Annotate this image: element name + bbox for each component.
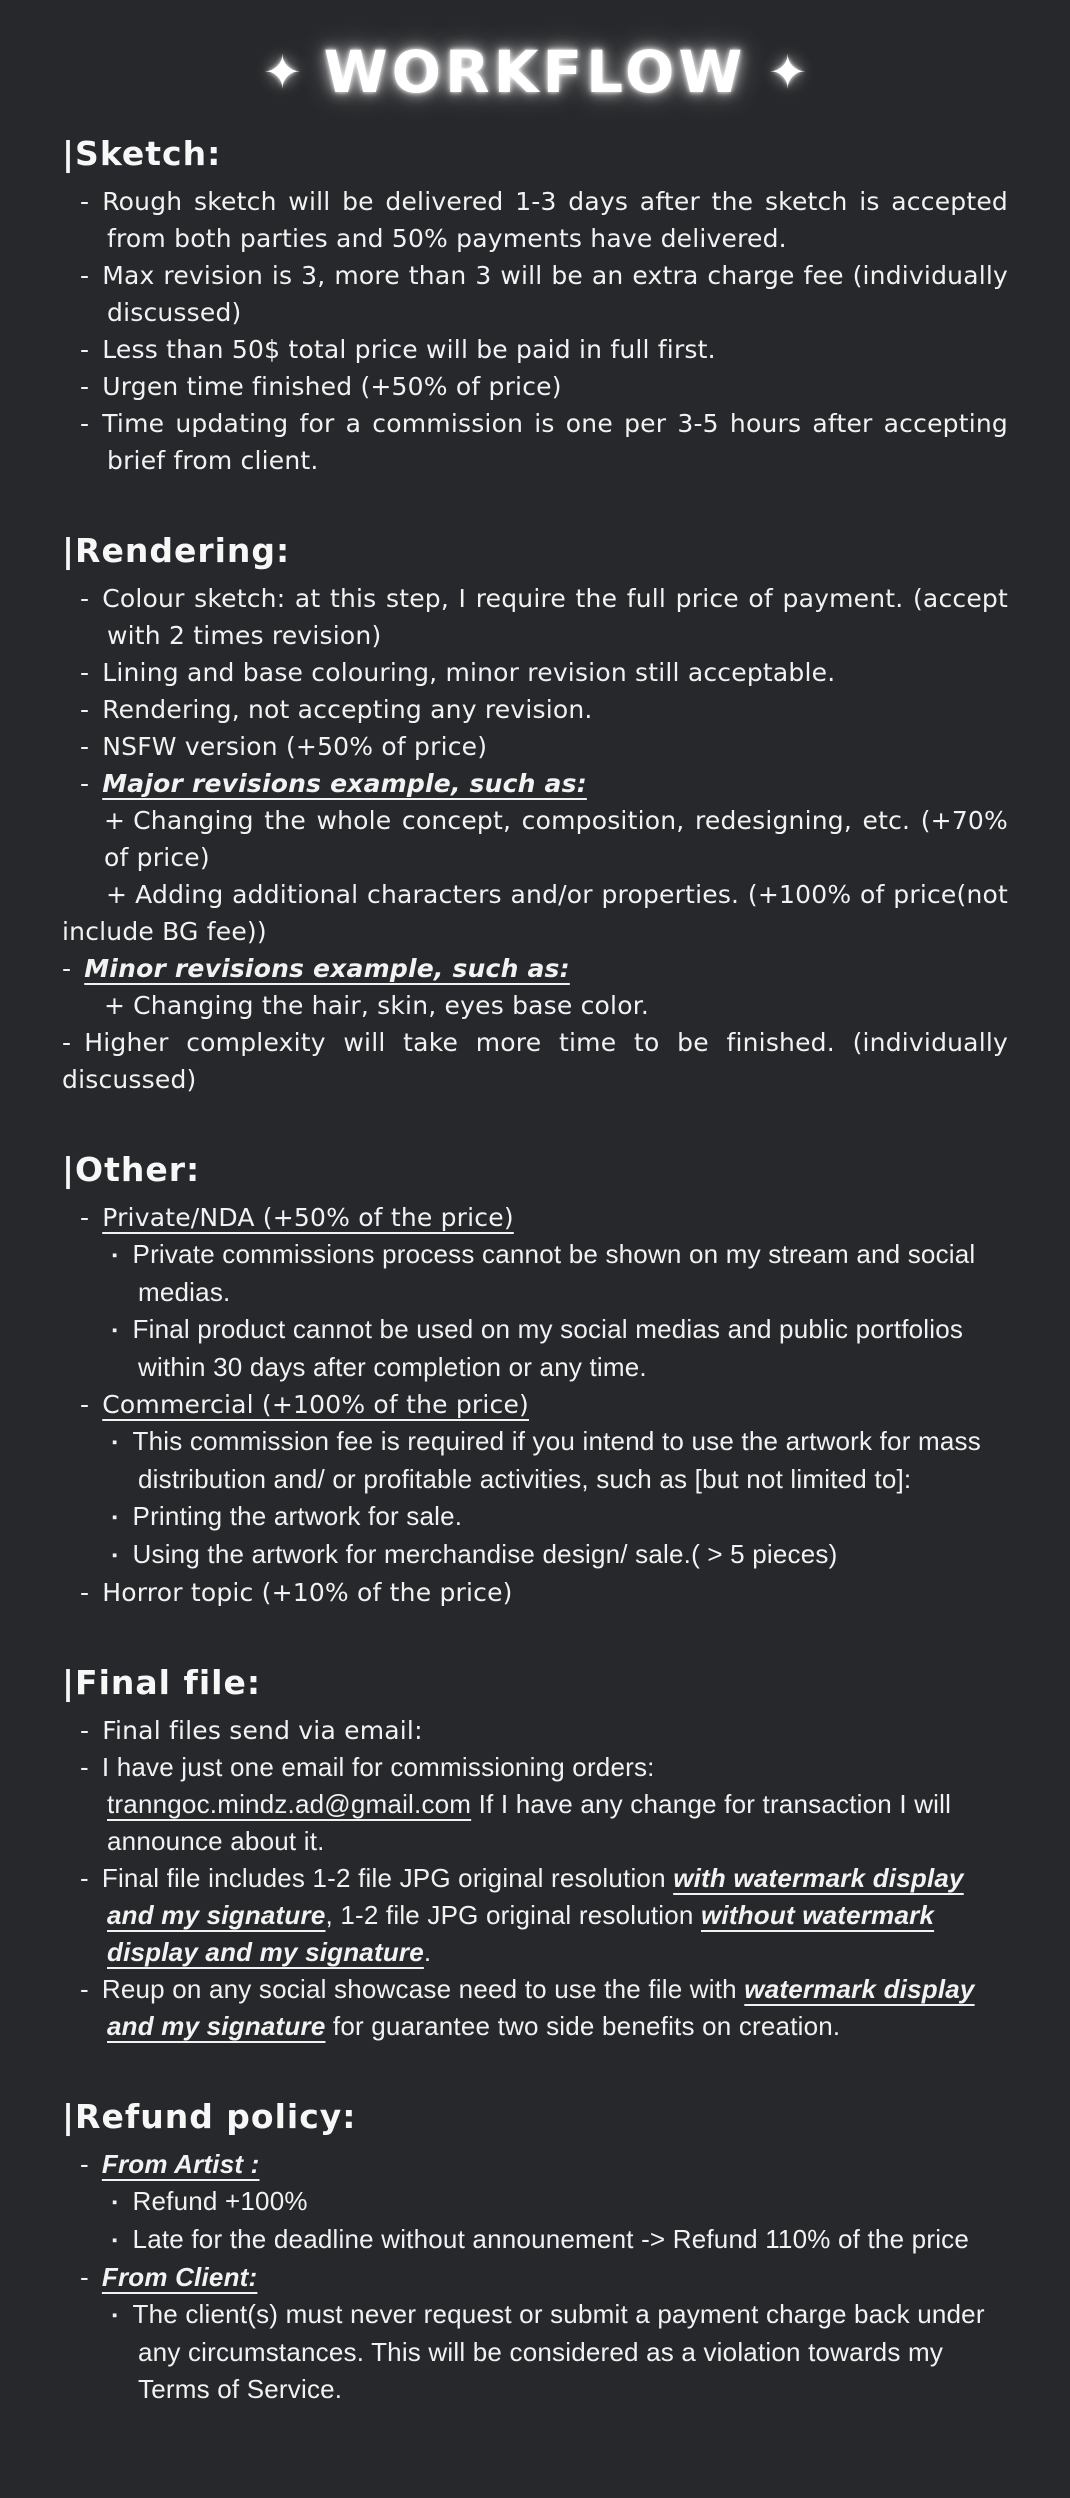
list-item xyxy=(62,331,1008,368)
sparkle-icon: ✦ xyxy=(263,45,302,99)
section-rendering xyxy=(62,531,1008,1098)
bullet-marker: - xyxy=(80,1390,90,1419)
text-segment: Rough sketch will be delivered 1-3 days after the sketch is accepted from both parties and 50% payments have delivered. xyxy=(102,187,1008,253)
text-segment: Refund +100% xyxy=(132,2186,308,2216)
section-heading: |Other: xyxy=(62,1150,201,1189)
page-title-text: WORKFLOW xyxy=(323,38,747,106)
text-segment: Reup on any social showcase need to use the file with xyxy=(101,1974,745,2004)
text-segment: Less than 50$ total price will be paid in full first. xyxy=(102,335,716,364)
bullet-marker: - xyxy=(80,409,90,438)
list-item xyxy=(62,876,1008,950)
text-segment: . xyxy=(423,1937,432,1967)
list-item xyxy=(62,691,1008,728)
list-item xyxy=(62,1423,1008,1498)
list-item xyxy=(62,1860,1008,1971)
text-segment: watermark display and my signature xyxy=(107,1974,975,2041)
text-segment: Final product cannot be used on my social medias and public portfolios within 30 days after completion or any time. xyxy=(132,1314,964,1382)
bullet-marker: - xyxy=(80,1578,90,1607)
bullet-marker: + xyxy=(106,880,128,909)
section-heading: |Final file: xyxy=(62,1663,262,1702)
section-other xyxy=(62,1150,1008,1611)
text-segment: I have just one email for commissioning orders: xyxy=(101,1752,655,1782)
list-item xyxy=(62,950,1008,987)
bullet-marker: + xyxy=(104,991,126,1020)
list-item xyxy=(62,1971,1008,2045)
list-item xyxy=(62,802,1008,876)
bullet-marker: - xyxy=(80,2262,89,2292)
bullet-marker: ▪ xyxy=(112,1509,118,1526)
section-final-file xyxy=(62,1663,1008,2045)
bullet-marker: ▪ xyxy=(112,2307,118,2324)
bullet-marker: - xyxy=(80,187,90,216)
list-item xyxy=(62,765,1008,802)
list-item xyxy=(62,1749,1008,1860)
bullet-marker: - xyxy=(80,1203,90,1232)
text-segment: Changing the hair, skin, eyes base color. xyxy=(133,991,650,1020)
document-body xyxy=(62,134,1008,2408)
text-segment: with watermark display and my signature xyxy=(107,1863,964,1930)
bullet-marker: - xyxy=(80,658,90,687)
text-segment: Horror topic (+10% of the price) xyxy=(102,1578,513,1607)
bullet-marker: - xyxy=(62,1028,72,1057)
bullet-marker: - xyxy=(80,1863,89,1893)
text-segment: Changing the whole concept, composition, redesigning, etc. (+70% of price) xyxy=(104,806,1008,872)
text-segment: The client(s) must never request or submit a payment charge back under any circumstances. This will be considered as a violation towards my Terms of Service. xyxy=(132,2299,985,2404)
text-segment: Minor revisions example, such as: xyxy=(84,954,570,983)
list-item xyxy=(62,1498,1008,1536)
text-segment: Final file includes 1-2 file JPG original resolution xyxy=(101,1863,674,1893)
list-item xyxy=(62,405,1008,479)
bullet-marker: - xyxy=(80,261,90,290)
bullet-marker: ▪ xyxy=(112,2232,118,2249)
bullet-marker: - xyxy=(80,769,90,798)
list-item xyxy=(62,1574,1008,1611)
text-segment: From Artist : xyxy=(101,2149,260,2179)
bullet-marker: - xyxy=(80,335,90,364)
bullet-marker: - xyxy=(80,1974,89,2004)
list-item xyxy=(62,2146,1008,2183)
bullet-marker: ▪ xyxy=(112,1547,118,1564)
section-heading: |Sketch: xyxy=(62,134,222,173)
section-heading: |Rendering: xyxy=(62,531,291,570)
bullet-marker: - xyxy=(80,584,90,613)
text-segment: Urgen time finished (+50% of price) xyxy=(102,372,562,401)
section-heading: |Refund policy: xyxy=(62,2097,357,2136)
text-segment: Adding additional characters and/or properties. (+100% of price(not include BG fee)) xyxy=(62,880,1008,946)
list-item xyxy=(62,728,1008,765)
list-item xyxy=(62,654,1008,691)
bullet-marker: - xyxy=(80,1752,89,1782)
text-segment: This commission fee is required if you intend to use the artwork for mass distribution and/ or profitable activities, such as [but not limited to]: xyxy=(132,1426,981,1494)
list-item xyxy=(62,2221,1008,2259)
list-item xyxy=(62,2259,1008,2296)
text-segment: Private/NDA (+50% of the price) xyxy=(102,1203,514,1232)
list-item xyxy=(62,257,1008,331)
list-item xyxy=(62,1024,1008,1098)
text-segment: Private commissions process cannot be shown on my stream and social medias. xyxy=(132,1239,976,1307)
bullet-marker: + xyxy=(104,806,126,835)
bullet-marker: ▪ xyxy=(112,2194,118,2211)
bullet-marker: ▪ xyxy=(112,1247,118,1264)
list-item xyxy=(62,1199,1008,1236)
text-segment: without watermark display and my signature xyxy=(107,1900,935,1967)
page-title xyxy=(62,38,1008,106)
text-segment: Rendering, not accepting any revision. xyxy=(102,695,593,724)
bullet-marker: ▪ xyxy=(112,1322,118,1339)
text-segment: Using the artwork for merchandise design/ sale.( > 5 pieces) xyxy=(132,1539,838,1569)
text-segment: Higher complexity will take more time to be finished. (individually discussed) xyxy=(62,1028,1008,1094)
sparkle-icon: ✦ xyxy=(768,45,807,99)
list-item xyxy=(62,1386,1008,1423)
bullet-marker: - xyxy=(62,954,72,983)
list-item xyxy=(62,1536,1008,1574)
bullet-marker: - xyxy=(80,2149,89,2179)
list-item xyxy=(62,2296,1008,2408)
text-segment: Commercial (+100% of the price) xyxy=(102,1390,530,1419)
text-segment: If I have any change for transaction I will announce about it. xyxy=(107,1789,952,1856)
text-segment: NSFW version (+50% of price) xyxy=(102,732,488,761)
list-item xyxy=(62,183,1008,257)
list-item xyxy=(62,2183,1008,2221)
text-segment: , 1-2 file JPG original resolution xyxy=(325,1900,701,1930)
text-segment: Max revision is 3, more than 3 will be an extra charge fee (individually discussed) xyxy=(102,261,1008,327)
text-segment: From Client: xyxy=(101,2262,258,2292)
text-segment: Printing the artwork for sale. xyxy=(132,1501,463,1531)
list-item xyxy=(62,987,1008,1024)
bullet-marker: - xyxy=(80,372,90,401)
text-segment: Major revisions example, such as: xyxy=(102,769,587,798)
text-segment: Lining and base colouring, minor revision still acceptable. xyxy=(102,658,836,687)
text-segment: Time updating for a commission is one per 3-5 hours after accepting brief from client. xyxy=(102,409,1008,475)
text-segment: Colour sketch: at this step, I require the full price of payment. (accept with 2 times revision) xyxy=(102,584,1008,650)
list-item xyxy=(62,368,1008,405)
section-sketch xyxy=(62,134,1008,479)
section-refund-policy xyxy=(62,2097,1008,2408)
list-item xyxy=(62,1236,1008,1311)
bullet-marker: - xyxy=(80,695,90,724)
list-item xyxy=(62,580,1008,654)
list-item xyxy=(62,1712,1008,1749)
bullet-marker: - xyxy=(80,1716,90,1745)
bullet-marker: ▪ xyxy=(112,1434,118,1451)
text-segment: Late for the deadline without announement -> Refund 110% of the price xyxy=(132,2224,970,2254)
email-link[interactable]: tranngoc.mindz.ad@gmail.com xyxy=(107,1789,472,1819)
bullet-marker: - xyxy=(80,732,90,761)
text-segment: Final files send via email: xyxy=(102,1716,423,1745)
text-segment: for guarantee two side benefits on creation. xyxy=(325,2011,841,2041)
list-item xyxy=(62,1311,1008,1386)
